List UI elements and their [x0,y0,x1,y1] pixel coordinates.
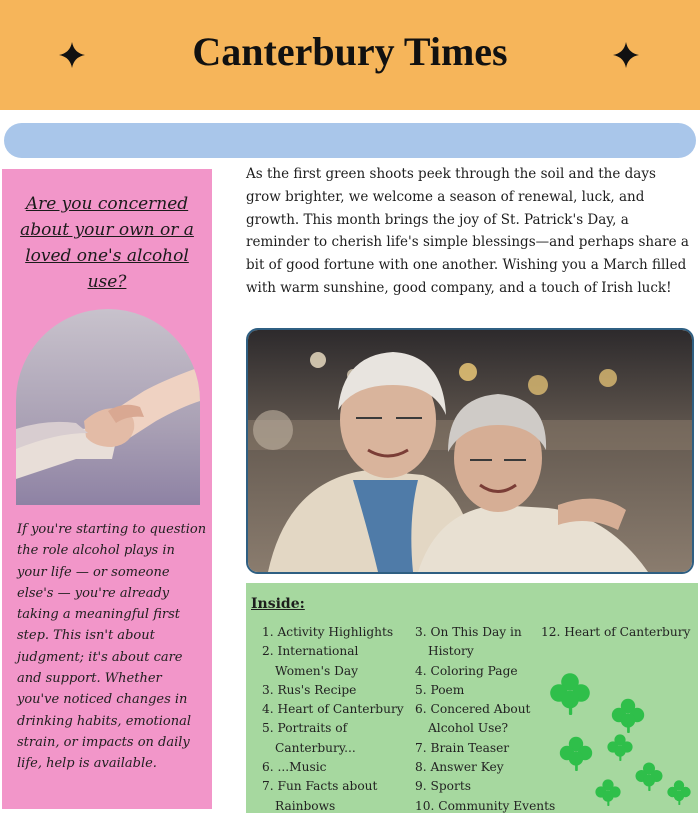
toc-item[interactable]: 10. Community Events [415,798,556,813]
toc-column-2 [415,623,556,816]
toc-item[interactable]: 9. Sports [415,779,471,794]
toc-item[interactable]: 5. Poem [415,682,465,697]
toc-column-3 [541,623,691,642]
toc-item[interactable]: 3. On This Day in History [415,625,522,659]
shamrock-icon [606,733,634,761]
toc-column-1 [262,623,414,816]
toc-item[interactable]: 7. Brain Teaser [415,740,510,755]
toc-item[interactable]: 3. Rus's Recipe [262,682,357,697]
toc-item[interactable]: 6. Concered About Alcohol Use? [415,702,531,736]
shamrock-icon [610,697,646,733]
toc-title: Inside: [251,596,305,612]
shamrock-icon [594,778,622,806]
sidebar-heading: Are you concerned about your own or a loved one's alcohol use? [20,194,194,292]
shamrock-icon [634,761,664,791]
masthead [0,0,700,110]
four-point-star-icon [611,40,641,70]
intro-paragraph: As the first green shoots peek through the soil and the days grow brighter, we welcome a season of renewal, luck, and growth. This month brings the joy of St. Patrick's Day, a reminder to cherish life's simple blessings—and perhaps share a bit of good fortune with one another. Wishing you a March filled with warm sunshine, good company, and a touch of Irish luck! [246,166,689,296]
toc-item[interactable]: 4. Coloring Page [415,663,518,678]
table-of-contents [246,583,698,813]
decorative-banner [4,123,696,158]
toc-item[interactable]: 2. International Women's Day [262,644,359,678]
shamrock-icon [558,735,594,771]
shamrock-icon [666,779,692,805]
toc-item[interactable]: 7. Fun Facts about Rainbows [262,779,378,813]
page-title: Canterbury Times [192,29,508,74]
shamrock-icon [548,671,592,715]
toc-item[interactable]: 4. Heart of Canterbury [262,702,404,717]
sidebar-body-text: If you're starting to question the role alcohol plays in your life — or someone else's — you're already taking a meaningful first step. This isn't about judgment; it's about care and support. Whether you've noticed changes in drinking habits, emotional strain, or impacts on daily life, help is available. [17,522,207,772]
toc-item[interactable]: 12. Heart of Canterbury [541,625,691,639]
toc-item[interactable]: 5. Portraits of Canterbury... [262,721,356,755]
holding-hands-photo [16,309,200,505]
toc-item[interactable]: 6. ...Music [262,760,327,775]
two-smiling-seniors-photo [246,328,694,574]
alcohol-support-sidebar [2,169,212,809]
toc-item[interactable]: 1. Activity Highlights [262,625,394,639]
toc-item[interactable]: 8. Answer Key [415,760,504,775]
